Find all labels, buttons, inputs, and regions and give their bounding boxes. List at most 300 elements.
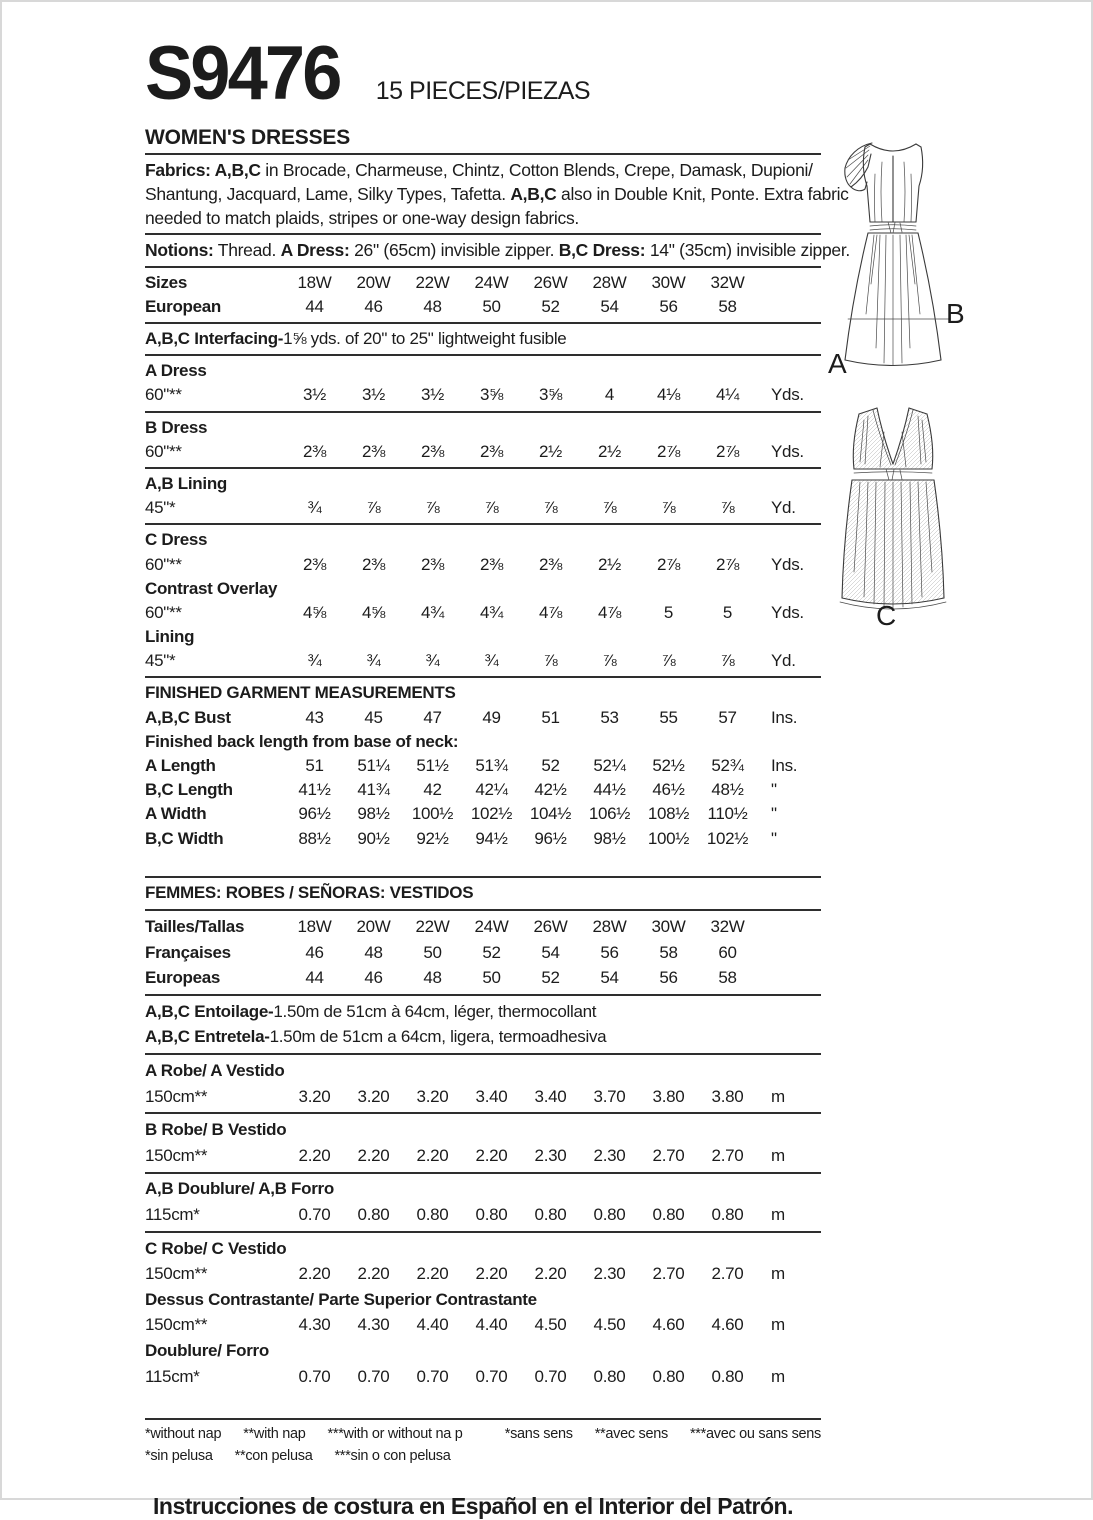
value-cell: 104½ (529, 804, 572, 824)
unit-cell: m (771, 1366, 785, 1386)
fabrics-bold: Fabrics: A,B,C (145, 160, 261, 180)
row-label: European (145, 296, 222, 316)
value-cell: 3.20 (357, 1086, 390, 1106)
table-rule (145, 876, 821, 878)
value-cell: 44 (305, 296, 324, 316)
value-cell: 2⅜ (420, 441, 445, 461)
value-cell: 47 (423, 707, 442, 727)
value-cell: 58 (718, 968, 737, 988)
value-cell: 0.70 (298, 1205, 331, 1225)
unit-cell: m (771, 1264, 785, 1284)
notions-paragraph (145, 238, 850, 262)
unit-cell: " (771, 804, 777, 824)
value-cell: 28W (592, 917, 627, 937)
unit-cell: Yd. (771, 651, 796, 671)
table-rule (145, 322, 821, 324)
section-label: B Dress (145, 417, 208, 437)
fabrics-text: Shantung, Jacquard, Lame, Silky Types, Tafetta. (145, 184, 511, 205)
fabrics-bold: A,B,C (510, 184, 557, 205)
table-row (145, 1202, 821, 1228)
value-cell: 24W (474, 272, 509, 292)
row-label: Tailles/Tallas (145, 917, 245, 937)
row-label: A,B,C Bust (145, 707, 231, 727)
value-cell: 52 (541, 296, 560, 316)
value-cell: 2⅜ (479, 441, 504, 461)
notions-bold: B,C Dress: (558, 240, 646, 261)
value-cell: ¾ (307, 498, 322, 518)
value-cell: 32W (710, 917, 745, 937)
value-cell: 52 (482, 942, 501, 962)
pattern-number: S9476 (145, 31, 340, 116)
rule (145, 266, 821, 268)
value-cell: 92½ (416, 828, 449, 848)
row-label: 150cm** (145, 1086, 208, 1106)
value-cell: 4⅝ (361, 602, 386, 622)
note-text: 1.50m de 51cm à 64cm, léger, thermocollant (273, 1001, 597, 1021)
value-cell: 2.20 (298, 1264, 331, 1284)
table-rule (145, 1172, 821, 1174)
row-label: B,C Width (145, 828, 224, 848)
value-cell: 42¼ (475, 780, 508, 800)
value-cell: 0.70 (416, 1366, 449, 1386)
row-label: B,C Length (145, 780, 233, 800)
value-cell: 2⅜ (420, 554, 445, 574)
value-cell: 4⅞ (597, 602, 622, 622)
value-cell: 4.30 (298, 1315, 331, 1335)
value-cell: 2.70 (652, 1264, 685, 1284)
section-label: B Robe/ B Vestido (145, 1120, 287, 1140)
value-cell: 2.30 (593, 1264, 626, 1284)
value-cell: 51¾ (475, 756, 508, 776)
value-cell: 0.80 (711, 1205, 744, 1225)
table-note (145, 327, 821, 351)
rule (145, 153, 821, 155)
notions-bold: Notions: (145, 240, 214, 261)
unit-cell: Yds. (771, 441, 804, 461)
value-cell: 3⅝ (538, 385, 563, 405)
section-label: A Dress (145, 361, 207, 381)
fabrics-text: needed to match plaids, stripes or one-way design fabrics. (145, 208, 579, 229)
value-cell: 2⅞ (656, 554, 681, 574)
value-cell: 88½ (298, 828, 331, 848)
value-cell: 2.70 (711, 1145, 744, 1165)
content-column (145, 31, 850, 1520)
value-cell: 50 (482, 968, 501, 988)
unit-cell: " (771, 780, 777, 800)
unit-cell: m (771, 1145, 785, 1165)
value-cell: 100½ (411, 804, 454, 824)
value-cell: 3.20 (416, 1086, 449, 1106)
view-a-label: A (828, 348, 847, 379)
row-label: 115cm* (145, 1366, 200, 1386)
value-cell: 0.70 (475, 1366, 508, 1386)
value-cell: 98½ (593, 828, 626, 848)
value-cell: 60 (718, 942, 737, 962)
table-rule (145, 1231, 821, 1233)
value-cell: 44½ (593, 780, 626, 800)
note-bold-label: A,B,C Entretela- (145, 1027, 270, 1047)
value-cell: 2⅜ (538, 554, 563, 574)
section-label: A,B Lining (145, 473, 227, 493)
unit-cell: " (771, 828, 777, 848)
value-cell: 100½ (647, 828, 690, 848)
row-label: 45"* (145, 498, 176, 518)
table-heading: Finished back length from base of neck: (145, 731, 459, 751)
row-label: A Width (145, 804, 207, 824)
footnote: *sin pelusa (145, 1448, 213, 1465)
view-c-label: C (876, 600, 897, 631)
value-cell: 2½ (597, 554, 622, 574)
table-row (145, 965, 821, 991)
value-cell: 57 (718, 707, 737, 727)
value-cell: 2.20 (416, 1264, 449, 1284)
table-gap (145, 851, 821, 873)
yardage-table-imperial (145, 271, 821, 851)
value-cell: 32W (710, 272, 745, 292)
fabrics-paragraph (145, 158, 849, 230)
row-label: 150cm** (145, 1264, 208, 1284)
table-row (145, 1143, 821, 1169)
table-row (145, 706, 821, 730)
value-cell: 52¾ (711, 756, 744, 776)
table-row (145, 754, 821, 778)
table-rule (145, 909, 821, 911)
value-cell: ⅞ (484, 498, 499, 518)
value-cell: 45 (364, 707, 383, 727)
value-cell: 0.80 (534, 1205, 567, 1225)
table-row (145, 1084, 821, 1110)
unit-cell: Yds. (771, 602, 804, 622)
value-cell: 2⅞ (715, 441, 740, 461)
value-cell: 28W (592, 272, 627, 292)
value-cell: 0.80 (593, 1366, 626, 1386)
section-label: C Dress (145, 530, 208, 550)
value-cell: 51¼ (357, 756, 390, 776)
value-cell: 2⅜ (302, 441, 327, 461)
row-label: 45"* (145, 651, 176, 671)
table-row (145, 1313, 821, 1339)
note-bold-label: A,B,C Entoilage- (145, 1001, 274, 1021)
value-cell: 2⅜ (361, 554, 386, 574)
value-cell: 18W (297, 917, 332, 937)
value-cell: 20W (356, 917, 391, 937)
value-cell: 4¾ (479, 602, 504, 622)
value-cell: 96½ (298, 804, 331, 824)
table-row (145, 940, 821, 966)
table-row (145, 778, 821, 802)
value-cell: 4.60 (711, 1315, 744, 1335)
note-text: 1⅝ yds. of 20" to 25" lightweight fusible (283, 329, 567, 349)
row-label: 150cm** (145, 1315, 208, 1335)
value-cell: 0.70 (357, 1366, 390, 1386)
value-cell: 3.80 (711, 1086, 744, 1106)
value-cell: 30W (651, 917, 686, 937)
value-cell: 2.30 (534, 1145, 567, 1165)
value-cell: 56 (659, 968, 678, 988)
value-cell: ⅞ (366, 498, 381, 518)
value-cell: 48½ (711, 780, 744, 800)
value-cell: 4¾ (420, 602, 445, 622)
value-cell: 108½ (647, 804, 690, 824)
row-label: 60"** (145, 554, 182, 574)
value-cell: 43 (305, 707, 324, 727)
value-cell: 51½ (416, 756, 449, 776)
value-cell: 54 (600, 296, 619, 316)
unit-cell: m (771, 1315, 785, 1335)
value-cell: 56 (600, 942, 619, 962)
row-label: Françaises (145, 942, 231, 962)
table-rule (145, 354, 821, 356)
unit-cell: m (771, 1205, 785, 1225)
table-row (145, 383, 821, 407)
view-b-label: B (946, 298, 965, 329)
value-cell: ¾ (484, 651, 499, 671)
value-cell: 102½ (706, 828, 749, 848)
value-cell: ⅞ (661, 651, 676, 671)
value-cell: ⅞ (661, 498, 676, 518)
table-rule (145, 676, 821, 678)
footnote: ***with or without na p (327, 1426, 463, 1443)
value-cell: 5 (722, 602, 733, 622)
value-cell: 0.80 (416, 1205, 449, 1225)
value-cell: 0.80 (593, 1205, 626, 1225)
value-cell: 90½ (357, 828, 390, 848)
value-cell: 3.40 (475, 1086, 508, 1106)
value-cell: 4.40 (475, 1315, 508, 1335)
value-cell: 0.80 (652, 1205, 685, 1225)
unit-cell: Yds. (771, 385, 804, 405)
row-label: 60"** (145, 385, 182, 405)
table-row (145, 271, 821, 295)
value-cell: ⅞ (602, 498, 617, 518)
unit-cell: Yd. (771, 498, 796, 518)
footnotes (145, 1423, 821, 1467)
value-cell: 18W (297, 272, 332, 292)
table-row (145, 1261, 821, 1287)
value-cell: 2.20 (416, 1145, 449, 1165)
table-rule (145, 1053, 821, 1055)
value-cell: 0.70 (298, 1366, 331, 1386)
category-title: WOMEN'S DRESSES (145, 126, 351, 149)
value-cell: ⅞ (720, 651, 735, 671)
footnote: ***sin o con pelusa (334, 1448, 451, 1465)
value-cell: 48 (364, 942, 383, 962)
row-label: Sizes (145, 272, 187, 292)
value-cell: 48 (423, 968, 442, 988)
note-text: 1.50m de 51cm a 64cm, ligera, termoadhesiva (269, 1027, 607, 1047)
unit-cell: Yds. (771, 554, 804, 574)
row-label: 150cm** (145, 1145, 208, 1165)
value-cell: 96½ (534, 828, 567, 848)
value-cell: 2.20 (357, 1145, 390, 1165)
value-cell: 2⅞ (656, 441, 681, 461)
value-cell: 46 (305, 942, 324, 962)
unit-cell: Ins. (771, 756, 798, 776)
value-cell: 3.70 (593, 1086, 626, 1106)
value-cell: 24W (474, 917, 509, 937)
value-cell: 2⅜ (361, 441, 386, 461)
dress-ab-back-view-illustration (828, 134, 958, 374)
value-cell: 3.80 (652, 1086, 685, 1106)
value-cell: 52 (541, 968, 560, 988)
value-cell: 52½ (652, 756, 685, 776)
value-cell: 22W (415, 272, 450, 292)
value-cell: 2.20 (357, 1264, 390, 1284)
footnote: *sans sens (504, 1426, 573, 1443)
value-cell: ¾ (366, 651, 381, 671)
footnote: *without nap (145, 1426, 222, 1443)
value-cell: 4 (604, 385, 615, 405)
value-cell: 58 (659, 942, 678, 962)
footnote-line-2 (145, 1445, 821, 1467)
table-row (145, 914, 821, 940)
value-cell: 42 (423, 780, 442, 800)
table-gap (145, 1389, 821, 1415)
value-cell: ¾ (307, 651, 322, 671)
value-cell: 30W (651, 272, 686, 292)
value-cell: 2.20 (298, 1145, 331, 1165)
fabrics-text: in Brocade, Charmeuse, Chintz, Cotton Blends, Crepe, Damask, Dupioni/ (260, 160, 813, 180)
value-cell: 3½ (361, 385, 386, 405)
table-row (145, 440, 821, 464)
table-rule (145, 1418, 821, 1420)
value-cell: 4.50 (534, 1315, 567, 1335)
value-cell: 3⅝ (479, 385, 504, 405)
yardage-table-metric (145, 851, 821, 1421)
value-cell: 4⅛ (656, 385, 681, 405)
table-rule (145, 523, 821, 525)
value-cell: 98½ (357, 804, 390, 824)
value-cell: 48 (423, 296, 442, 316)
rule (145, 233, 821, 235)
value-cell: 4.50 (593, 1315, 626, 1335)
table-row (145, 295, 821, 319)
value-cell: 2.20 (475, 1145, 508, 1165)
value-cell: ¾ (425, 651, 440, 671)
value-cell: 2.70 (652, 1145, 685, 1165)
value-cell: 51 (305, 756, 324, 776)
table-row (145, 552, 821, 576)
table-rule (145, 1112, 821, 1114)
unit-cell: Ins. (771, 707, 798, 727)
value-cell: 55 (659, 707, 678, 727)
unit-cell: m (771, 1086, 785, 1106)
table-row (145, 1364, 821, 1390)
section-label: A,B Doublure/ A,B Forro (145, 1179, 334, 1199)
value-cell: 51 (541, 707, 560, 727)
dress-c-front-view-illustration (834, 402, 954, 617)
value-cell: 2⅞ (715, 554, 740, 574)
value-cell: 2.20 (475, 1264, 508, 1284)
table-row (145, 601, 821, 625)
footnote-line-1 (145, 1423, 821, 1445)
table-heading: FINISHED GARMENT MEASUREMENTS (145, 683, 456, 703)
section-label: Dessus Contrastante/ Parte Superior Contrastante (145, 1289, 537, 1309)
table-rule (145, 467, 821, 469)
pieces-count: 15 PIECES/PIEZAS (375, 77, 591, 105)
table-rule (145, 411, 821, 413)
value-cell: 46 (364, 968, 383, 988)
section-label: Lining (145, 627, 195, 647)
value-cell: ⅞ (543, 498, 558, 518)
value-cell: 58 (718, 296, 737, 316)
table-row (145, 496, 821, 520)
value-cell: 42½ (534, 780, 567, 800)
value-cell: 106½ (588, 804, 631, 824)
value-cell: 2.30 (593, 1145, 626, 1165)
footnote: ***avec ou sans sens (689, 1426, 821, 1443)
value-cell: ⅞ (602, 651, 617, 671)
fabrics-line-2 (145, 182, 849, 206)
value-cell: 0.80 (357, 1205, 390, 1225)
value-cell: 22W (415, 917, 450, 937)
value-cell: 54 (600, 968, 619, 988)
value-cell: 2½ (538, 441, 563, 461)
table-row (145, 802, 821, 826)
value-cell: 3½ (302, 385, 327, 405)
section-label: A Robe/ A Vestido (145, 1061, 285, 1081)
value-cell: 102½ (470, 804, 513, 824)
value-cell: 94½ (475, 828, 508, 848)
footnote: **avec sens (594, 1426, 668, 1443)
value-cell: 2.20 (534, 1264, 567, 1284)
value-cell: 4⅞ (538, 602, 563, 622)
value-cell: 50 (423, 942, 442, 962)
fabrics-text: also in Double Knit, Ponte. Extra fabric (556, 184, 849, 205)
value-cell: 0.70 (534, 1366, 567, 1386)
row-label: 60"** (145, 602, 182, 622)
value-cell: 2⅜ (302, 554, 327, 574)
table-row (145, 827, 821, 851)
notions-text: 26" (65cm) invisible zipper. (349, 240, 559, 261)
value-cell: 46½ (652, 780, 685, 800)
table-heading: FEMMES: ROBES / SEÑORAS: VESTIDOS (145, 883, 474, 903)
value-cell: 26W (533, 272, 568, 292)
fabrics-line-1 (145, 158, 821, 182)
value-cell: 3.20 (298, 1086, 331, 1106)
brand-row (145, 31, 821, 116)
note-bold-label: A,B,C Interfacing- (145, 329, 284, 349)
value-cell: 20W (356, 272, 391, 292)
value-cell: 2½ (597, 441, 622, 461)
fabrics-line-3 (145, 206, 821, 230)
notions-bold: A Dress: (280, 240, 350, 261)
value-cell: 44 (305, 968, 324, 988)
value-cell: 41½ (298, 780, 331, 800)
footnote-group-french (505, 1426, 821, 1442)
value-cell: 50 (482, 296, 501, 316)
value-cell: ⅞ (425, 498, 440, 518)
value-cell: 4¼ (715, 385, 740, 405)
value-cell: 3½ (420, 385, 445, 405)
value-cell: 52¼ (593, 756, 626, 776)
value-cell: 2.70 (711, 1264, 744, 1284)
value-cell: 110½ (707, 804, 748, 824)
garment-illustrations (820, 122, 1080, 662)
value-cell: 0.80 (711, 1366, 744, 1386)
value-cell: 4⅝ (302, 602, 327, 622)
section-label: C Robe/ C Vestido (145, 1238, 287, 1258)
row-label: 60"** (145, 441, 182, 461)
value-cell: 2⅜ (479, 554, 504, 574)
value-cell: ⅞ (543, 651, 558, 671)
value-cell: 3.40 (534, 1086, 567, 1106)
table-note (145, 1025, 821, 1051)
value-cell: 52 (541, 756, 560, 776)
value-cell: 49 (482, 707, 501, 727)
footnote: **with nap (243, 1426, 306, 1443)
footnote: **con pelusa (234, 1448, 313, 1465)
